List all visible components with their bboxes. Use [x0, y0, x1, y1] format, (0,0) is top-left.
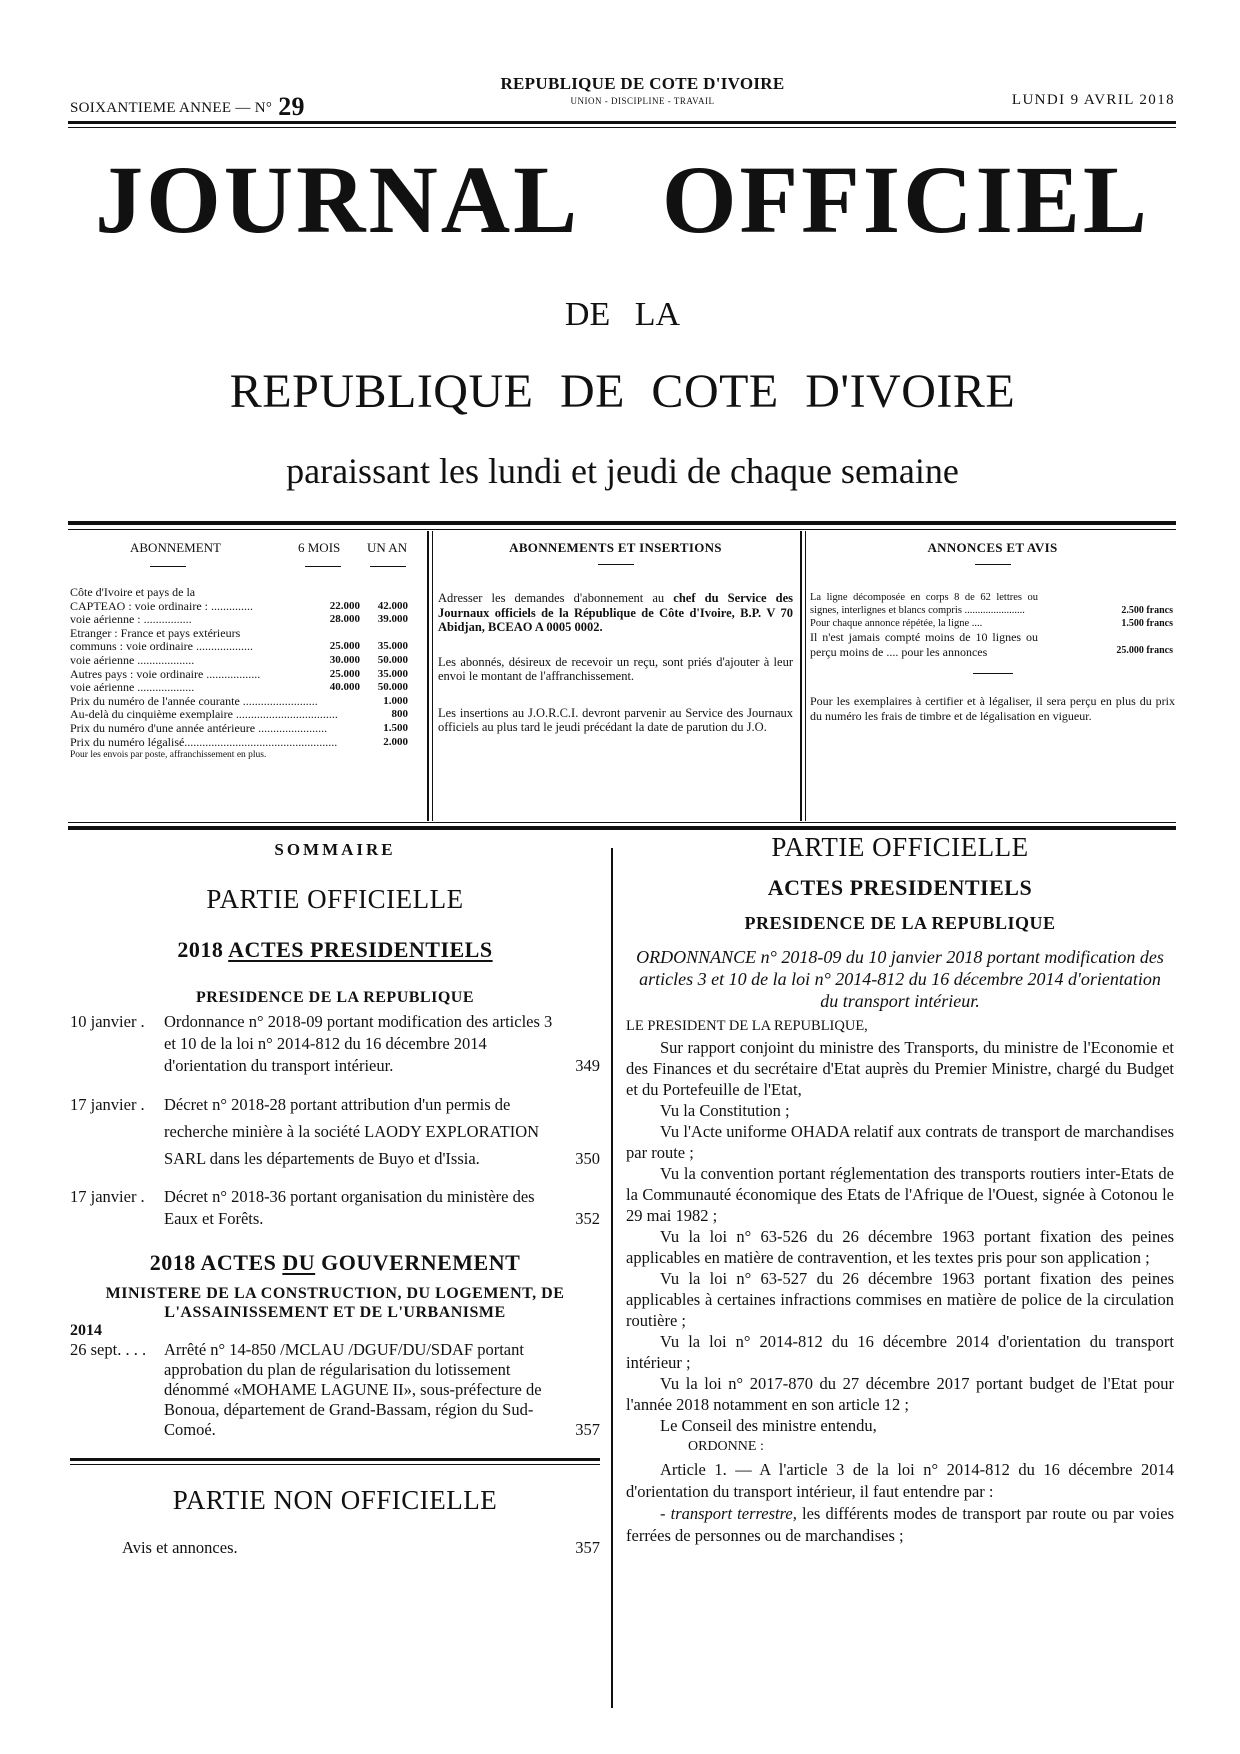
box-divider-2b — [805, 531, 806, 821]
sommaire-item — [70, 1011, 600, 1077]
transport-terrestre-term: - transport terrestre, — [660, 1504, 797, 1523]
non-officielle-rule-thin — [70, 1464, 600, 1465]
abonnement-row — [70, 586, 420, 600]
sommaire-item — [70, 1091, 600, 1172]
masthead-republic: REPUBLIQUE DE COTE D'IVOIRE — [229, 365, 1016, 418]
insertions-paragraph-3: Les insertions au J.O.R.C.I. devront parvenir au Service des Journaux officiels au plus tard le jeudi précédant la date de parution du J.O. — [438, 705, 793, 734]
actes-presidentiels-label: ACTES PRESIDENTIELS — [228, 937, 493, 962]
abonnement-row — [70, 668, 420, 682]
insertions-paragraph-2: Les abonnés, désireux de recevoir un reçu, sont priés d'ajouter à leur envoi le montant de l'affranchissement. — [438, 654, 793, 683]
visa-paragraph: Vu l'Acte uniforme OHADA relatif aux contrats de transport de marchandises par route ; — [626, 1122, 1174, 1162]
annonces-head — [810, 540, 1175, 565]
visa-paragraph: Vu la convention portant réglementation des transports routiers inter-Etats de la Communauté économique des Etats de l'Afrique de l'Ouest, signée à Cotonou le 29 mai 1982 ; — [626, 1164, 1174, 1225]
abonnement-row-6mois: 28.000 — [329, 613, 360, 626]
annonces-column — [810, 540, 1175, 724]
sommaire-items — [70, 1011, 600, 1230]
box-divider-2 — [800, 531, 802, 821]
abonnement-row — [70, 654, 420, 668]
sommaire-item — [70, 1186, 600, 1230]
actes-gouv-actes: ACTES — [200, 1250, 277, 1275]
le-president: LE PRESIDENT DE LA REPUBLIQUE, — [626, 1018, 868, 1034]
abonnement-row — [70, 613, 420, 627]
abonnement-row-6mois: 40.000 — [329, 681, 360, 694]
sommaire-partie-officielle: PARTIE OFFICIELLE — [206, 884, 464, 914]
sommaire-ministere: MINISTERE DE LA CONSTRUCTION, DU LOGEMENT, DE L'ASSAINISSEMENT ET DE L'URBANISME — [105, 1285, 565, 1321]
abonnement-row — [70, 627, 420, 641]
abonnement-column — [70, 540, 420, 580]
insertions-column — [438, 540, 793, 735]
sommaire-item-page: 350 — [575, 1149, 600, 1168]
masthead-subtitle: paraissant les lundi et jeudi de chaque semaine — [286, 451, 959, 491]
abonnement-underline — [150, 566, 186, 567]
sommaire-year-2014: 2014 — [70, 1322, 102, 1339]
annonces-separator — [973, 673, 1013, 674]
box-bottom-rule-thick — [68, 826, 1176, 830]
masthead-title: JOURNAL OFFICIEL — [95, 146, 1150, 253]
abonnement-row-label: Prix du numéro d'une année antérieure ....................... — [70, 720, 328, 735]
abonnement-row-label: voie aérienne : ................ — [70, 612, 192, 627]
visa-paragraph: Vu la loi n° 63-527 du 26 décembre 1963 portant fixation des peines applicables à certaines infractions commises en matière de police de la circulation routière ; — [626, 1269, 1174, 1330]
abonnement-headers — [70, 540, 420, 580]
sommaire-item-page: 352 — [575, 1209, 600, 1228]
actes-presidentiels-year: 2018 — [177, 937, 224, 962]
annonces-rate-3 — [810, 630, 1175, 659]
annonces-rate-2-text: Pour chaque annonce répétée, la ligne .... — [810, 618, 983, 629]
annonces-rate-1-price: 2.500 francs — [1121, 605, 1173, 616]
non-officielle-rule-thick — [70, 1458, 600, 1461]
sommaire-item-text: Décret n° 2018-36 portant organisation du ministère des Eaux et Forêts. — [164, 1187, 535, 1228]
abonnement-row-6mois: 22.000 — [329, 599, 360, 612]
abonnement-row — [70, 640, 420, 654]
annonces-rate-3-price: 25.000 francs — [1116, 645, 1173, 656]
insertions-underline — [598, 564, 634, 565]
right-partie-officielle: PARTIE OFFICIELLE — [771, 832, 1029, 862]
edition-info — [70, 92, 305, 122]
ordonne: ORDONNE : — [688, 1439, 764, 1454]
header-rule-thin — [68, 127, 1176, 128]
gouv-item-page: 357 — [575, 1420, 600, 1439]
issue-date: LUNDI 9 AVRIL 2018 — [1011, 92, 1175, 108]
sommaire-item-text: Décret n° 2018-28 portant attribution d'un permis de recherche minière à la société LAODY EXPLORATION SARL dans les départements de Buyo et d'Issia. — [164, 1095, 540, 1168]
sommaire-partie-non-officielle: PARTIE NON OFFICIELLE — [172, 1485, 498, 1515]
annonces-rate-3-text: Il n'est jamais compté moins de 10 lignes ou perçu moins de .... pour les annonces — [810, 630, 1038, 659]
gouv-item-date: 26 sept. . . . — [70, 1340, 147, 1359]
right-presidence: PRESIDENCE DE LA REPUBLIQUE — [744, 913, 1056, 933]
abonnement-row — [70, 736, 420, 750]
annonces-underline — [975, 564, 1011, 565]
abonnement-row-label: voie aérienne ................... — [70, 652, 195, 667]
edition-label: SOIXANTIEME ANNEE — N° — [70, 100, 273, 116]
annonces-rate-1 — [810, 591, 1175, 617]
right-actes-presidentiels: ACTES PRESIDENTIELS — [767, 875, 1033, 900]
actes-gouv-gouvernement: GOUVERNEMENT — [321, 1250, 521, 1275]
abonnement-row-1an: 50.000 — [377, 653, 408, 666]
column-divider — [611, 848, 613, 1708]
abonnement-row-label: communs : voie ordinaire ................... — [70, 639, 253, 654]
sommaire-title: SOMMAIRE — [274, 840, 396, 859]
abonnement-row-label: Etranger : France et pays extérieurs — [70, 625, 241, 640]
visa-paragraph: Vu la loi n° 2017-870 du 27 décembre 2017 portant budget de l'Etat pour l'année 2018 notamment en son article 12 ; — [626, 1374, 1174, 1414]
transport-terrestre-definition — [626, 1503, 1174, 1547]
visas-list — [626, 1037, 1174, 1436]
sommaire-item-date: 10 janvier . — [70, 1012, 145, 1031]
abonnement-table — [70, 586, 420, 763]
abonnement-row — [70, 695, 420, 709]
sommaire-item-date: 17 janvier . — [70, 1095, 145, 1114]
box-divider-1b — [432, 531, 433, 821]
sommaire-item-date: 17 janvier . — [70, 1187, 145, 1206]
transport-terrestre-text: les différents modes de transport par route ou par voies ferrées de personnes ou de marchandises ; — [626, 1504, 1174, 1545]
abonnement-row-label: voie aérienne ................... — [70, 680, 195, 695]
visa-paragraph: Vu la Constitution ; — [660, 1101, 790, 1120]
abonnement-row-6mois: 30.000 — [329, 653, 360, 666]
sommaire-column — [70, 840, 600, 1560]
abonnement-row — [70, 600, 420, 614]
sommaire-avis — [70, 1538, 600, 1560]
page-header — [70, 72, 1175, 121]
abonnement-row-1an: 35.000 — [377, 667, 408, 680]
avis-page: 357 — [575, 1538, 600, 1557]
abonnement-row-label: Côte d'Ivoire et pays de la — [70, 585, 196, 599]
national-motto: UNION - DISCIPLINE - TRAVAIL — [570, 96, 715, 106]
issue-number: 29 — [278, 92, 305, 121]
sommaire-item-page: 349 — [575, 1056, 600, 1075]
annonces-rate-1-text: La ligne décomposée en corps 8 de 62 lettres ou signes, interlignes et blancs compris ....................... — [810, 592, 1038, 616]
abonnement-row-6mois: 25.000 — [329, 667, 360, 680]
six-mois-head: 6 MOIS — [298, 540, 341, 555]
sommaire-gouv-item — [70, 1340, 600, 1440]
insertions-p1-plain: Adresser les demandes d'abonnement au — [438, 591, 674, 605]
six-mois-underline — [305, 566, 341, 567]
avis-text: Avis et annonces. — [122, 1538, 238, 1557]
republic-name: REPUBLIQUE DE COTE D'IVOIRE — [500, 74, 785, 93]
abonnement-row-label: Prix du numéro de l'année courante ......................... — [70, 693, 318, 708]
annonces-rate-2 — [810, 617, 1175, 630]
box-top-rule-thick — [68, 521, 1176, 525]
actes-gouv-year: 2018 — [149, 1250, 196, 1275]
abonnement-row-1an: 1.500 — [383, 721, 408, 734]
ordonnance-title: ORDONNANCE n° 2018-09 du 10 janvier 2018 portant modification des articles 3 et 10 de la loi n° 2014-812 du 16 décembre 2014 d'orientation du transport intérieur. — [636, 947, 1164, 1011]
visa-paragraph: Le Conseil des ministre entendu, — [660, 1416, 877, 1435]
abonnement-row-6mois: 25.000 — [329, 640, 360, 653]
abonnement-row — [70, 708, 420, 722]
box-bottom-rule-thin — [68, 822, 1176, 823]
republic-header — [440, 74, 845, 106]
abonnement-row-1an: 1.000 — [383, 694, 408, 707]
un-an-underline — [370, 566, 406, 567]
abonnement-row-label: Autres pays : voie ordinaire .................. — [70, 666, 261, 681]
abonnement-row-1an: 39.000 — [377, 613, 408, 626]
abonnement-row-1an: 42.000 — [377, 599, 408, 612]
abonnement-row-1an: 50.000 — [377, 681, 408, 694]
un-an-head: UN AN — [367, 540, 408, 555]
actes-gouv-du: DU — [282, 1250, 316, 1275]
ordonnance-column — [626, 832, 1174, 1547]
insertions-p1-bold: chef du Service des Journaux officiels de la République de Côte d'Ivoire, B.P. V 70 Abidjan, BCEAO A 0005 0002. — [438, 591, 793, 634]
abonnement-row-label: Au-delà du cinquième exemplaire .................................. — [70, 707, 338, 722]
abonnement-note: Pour les envois par poste, affranchissement en plus. — [70, 750, 267, 761]
abonnement-head: ABONNEMENT — [130, 540, 221, 555]
header-rule-thick — [68, 121, 1176, 124]
annonces-rate-2-price: 1.500 francs — [1121, 618, 1173, 629]
insertions-paragraph-1 — [438, 591, 793, 635]
abonnement-row-label: Prix du numéro légalisé................................................... — [70, 734, 338, 749]
abonnement-row-label: CAPTEAO : voie ordinaire : .............. — [70, 598, 253, 613]
gouv-item-text: Arrêté n° 14-850 /MCLAU /DGUF/DU/SDAF portant approbation du plan de régularisation du lotissement dénommé «MOHAME LAGUNE II», sous-préfecture de Bonoua, département de Grand-Bassam, région du Sud-Comoé. — [164, 1340, 542, 1439]
visa-paragraph: Sur rapport conjoint du ministre des Transports, du ministre de l'Economie et des Finances et du secrétaire d'Etat auprès du Premier Ministre, chargé du Budget et du Portefeuille de l'Etat, — [626, 1038, 1174, 1099]
article-1: Article 1. — A l'article 3 de la loi n° 2014-812 du 16 décembre 2014 d'orientation du transport intérieur, il faut entendre par : — [626, 1460, 1174, 1501]
box-divider-1 — [427, 531, 429, 821]
abonnement-row — [70, 681, 420, 695]
sommaire-presidence: PRESIDENCE DE LA REPUBLIQUE — [196, 989, 474, 1006]
masthead-de-la: DE LA — [564, 296, 681, 333]
abonnement-row — [70, 722, 420, 736]
annonces-note: Pour les exemplaires à certifier et à légaliser, il sera perçu en plus du prix du numéro les frais de timbre et de légalisation en vigueur. — [810, 694, 1175, 723]
box-top-rule-thin — [68, 529, 1176, 530]
insertions-head — [438, 540, 793, 565]
abonnement-row-1an: 2.000 — [383, 735, 408, 748]
sommaire-item-text: Ordonnance n° 2018-09 portant modification des articles 3 et 10 de la loi n° 2014-812 du 16 décembre 2014 d'orientation du transport intérieur. — [164, 1012, 553, 1075]
abonnement-row-1an: 800 — [391, 708, 408, 721]
insertions-head-text: ABONNEMENTS ET INSERTIONS — [509, 540, 722, 555]
sommaire-actes-gouvernement — [70, 1250, 600, 1276]
annonces-head-text: ANNONCES ET AVIS — [927, 540, 1058, 555]
visa-paragraph: Vu la loi n° 63-526 du 26 décembre 1963 portant fixation des peines applicables en matière de contravention, et les textes pris pour son application ; — [626, 1227, 1174, 1267]
visa-paragraph: Vu la loi n° 2014-812 du 16 décembre 2014 d'orientation du transport intérieur ; — [626, 1332, 1174, 1372]
sommaire-actes-presidentiels — [70, 937, 600, 963]
abonnement-row-1an: 35.000 — [377, 640, 408, 653]
